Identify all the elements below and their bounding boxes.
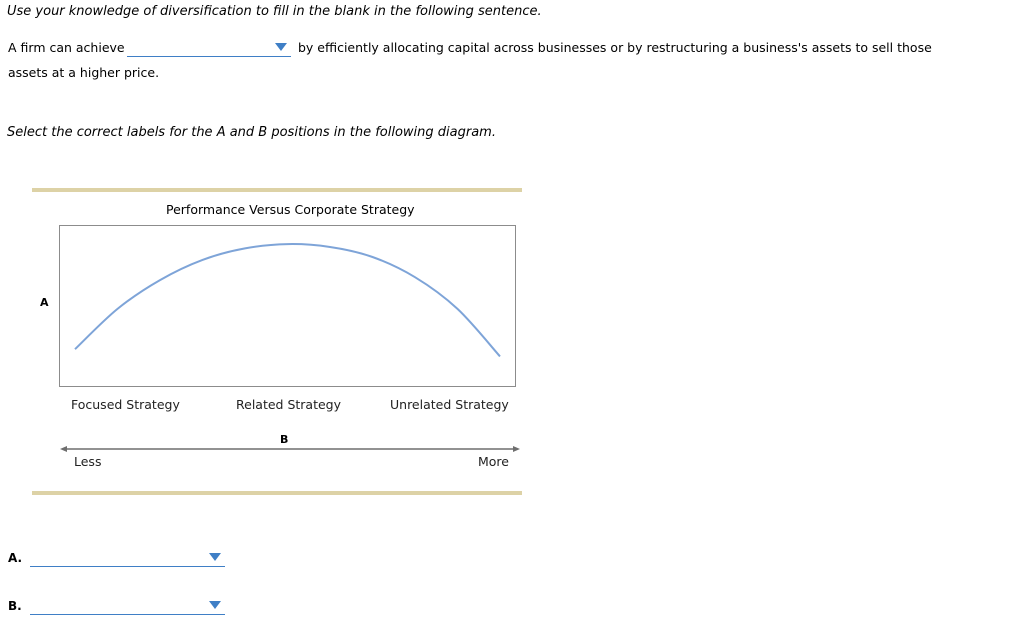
x-category-focused: Focused Strategy: [71, 397, 180, 412]
sentence-continuation: assets at a higher price.: [8, 65, 160, 80]
performance-curve-line: [75, 244, 500, 356]
diagram-top-rule: [32, 188, 522, 192]
x-axis-marker-b: B: [280, 433, 289, 446]
axis-more-label: More: [478, 454, 509, 469]
diagram-bottom-rule: [32, 491, 522, 495]
diversification-dropdown[interactable]: [127, 38, 291, 57]
chevron-down-icon: [209, 553, 221, 561]
x-category-related: Related Strategy: [236, 397, 342, 412]
performance-curve-svg: [60, 226, 515, 386]
arrow-left-head: [60, 446, 67, 452]
answer-b-label: B.: [8, 599, 22, 613]
sentence-prefix: A firm can achieve: [8, 40, 125, 55]
answer-a-dropdown[interactable]: [30, 548, 225, 567]
answer-a-label: A.: [8, 551, 23, 565]
y-axis-marker-a: A: [40, 296, 49, 309]
chevron-down-icon: [209, 601, 221, 609]
question1-instruction: Use your knowledge of diversification to fill in the blank in the following sentence.: [7, 4, 542, 19]
axis-less-label: Less: [74, 454, 102, 469]
x-category-unrelated: Unrelated Strategy: [390, 397, 509, 412]
sentence-suffix: by efficiently allocating capital across businesses or by restructuring a business's assets to sell those: [298, 40, 932, 55]
question2-instruction: Select the correct labels for the A and B positions in the following diagram.: [7, 125, 496, 140]
chevron-down-icon: [275, 43, 287, 51]
plot-area: [59, 225, 516, 387]
answer-b-dropdown[interactable]: [30, 596, 225, 615]
chart-title: Performance Versus Corporate Strategy: [166, 202, 415, 217]
less-more-arrow: [60, 443, 520, 455]
arrow-right-head: [513, 446, 520, 452]
